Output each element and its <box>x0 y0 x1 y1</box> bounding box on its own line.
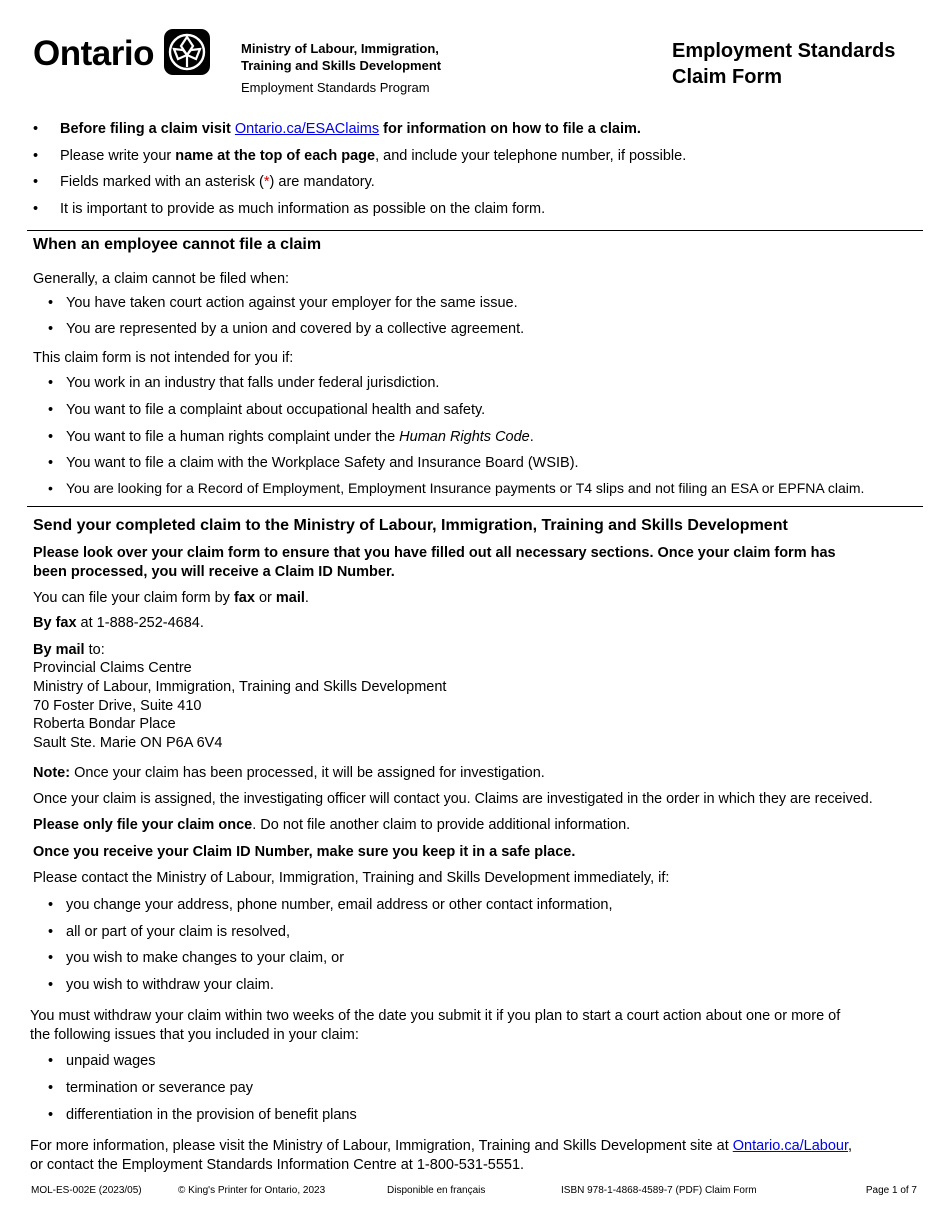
not-intended-text: You want to file a claim with the Workplace Safety and Insurance Board (WSIB). <box>66 455 579 471</box>
not-intended-text: You are looking for a Record of Employment, Employment Insurance payments or T4 slips and not filing an ESA or EPFNA claim. <box>66 480 865 496</box>
not-intended-text: . <box>529 429 534 445</box>
address-line-4: Roberta Bondar Place <box>33 716 176 732</box>
trillium-logo-icon <box>164 29 210 75</box>
generally-intro: Generally, a claim cannot be filed when: <box>33 271 290 287</box>
ontario-labour-link[interactable]: Ontario.ca/Labour <box>732 1138 849 1154</box>
bullet-dot: • <box>48 897 54 913</box>
contact-intro: Please contact the Ministry of Labour, Immigration, Training and Skills Development immediately, if: <box>33 870 670 886</box>
bullet-dot: • <box>48 950 54 966</box>
bullet-dot: • <box>48 1107 54 1123</box>
more-info-line-2: or contact the Employment Standards Information Centre at 1-800-531-5551. <box>30 1157 525 1173</box>
fax-line <box>33 615 204 631</box>
intro-b1-text-a: Before filing a claim visit <box>60 121 235 137</box>
file-once-line <box>33 817 630 833</box>
generally-item-text: You are represented by a union and covered by a collective agreement. <box>66 321 525 337</box>
form-title <box>672 38 932 90</box>
issue-item-text: unpaid wages <box>66 1053 156 1069</box>
fax-word: fax <box>233 590 255 606</box>
file-methods-or: or <box>254 590 276 606</box>
address-line-1: Provincial Claims Centre <box>33 660 192 676</box>
note-text: Once your claim has been processed, it will be assigned for investigation. <box>70 765 545 781</box>
mail-to: to: <box>84 642 105 658</box>
intro-b1-text-b: for information on how to file a claim. <box>379 121 641 137</box>
address-line-5: Sault Ste. Marie ON P6A 6V4 <box>33 735 223 751</box>
bullet-dot: • <box>48 402 54 418</box>
asterisk-marker: * <box>263 174 270 190</box>
cannot-file-heading: When an employee cannot file a claim <box>33 236 322 253</box>
form-title-line-1: Employment Standards <box>672 40 896 62</box>
contact-item-text: you change your address, phone number, email address or other contact information, <box>66 897 613 913</box>
file-once-text: . Do not file another claim to provide additional information. <box>252 817 631 833</box>
not-intended-text: You work in an industry that falls under federal jurisdiction. <box>66 375 440 391</box>
mail-word: mail <box>275 590 305 606</box>
bullet-dot: • <box>48 295 54 311</box>
section-divider <box>27 506 923 507</box>
file-once-bold: Please only file your claim once <box>33 817 253 833</box>
note-label: Note: <box>33 765 71 781</box>
note-line <box>33 765 545 781</box>
issue-item-text: termination or severance pay <box>66 1080 253 1096</box>
ministry-name <box>241 40 491 74</box>
bullet-dot: • <box>33 121 39 137</box>
mail-line <box>33 642 105 658</box>
not-intended-text: You want to file a complaint about occupational health and safety. <box>66 402 486 418</box>
french-availability: Disponible en français <box>387 1185 486 1196</box>
ontario-logo-wordmark: Ontario <box>33 34 154 73</box>
bullet-dot: • <box>48 924 54 940</box>
form-id: MOL-ES-002E (2023/05) <box>31 1185 142 1196</box>
bullet-dot: • <box>48 977 54 993</box>
bullet-dot: • <box>48 375 54 391</box>
copyright: © King's Printer for Ontario, 2023 <box>178 1185 326 1196</box>
review-notice-line-2: been processed, you will receive a Claim ID Number. <box>33 564 395 580</box>
ministry-line-1: Ministry of Labour, Immigration, <box>241 41 439 56</box>
keep-safe-line: Once you receive your Claim ID Number, make sure you keep it in a safe place. <box>33 844 576 860</box>
intro-b3-text-b: ) are mandatory. <box>269 174 375 190</box>
fax-label: By fax <box>33 615 77 631</box>
program-name: Employment Standards Program <box>241 80 430 95</box>
bullet-dot: • <box>33 174 39 190</box>
intro-b3-text-a: Fields marked with an asterisk ( <box>60 174 264 190</box>
intro-b2-text-b: , and include your telephone number, if possible. <box>375 148 687 164</box>
bullet-dot: • <box>48 1080 54 1096</box>
address-line-3: 70 Foster Drive, Suite 410 <box>33 698 202 714</box>
esa-claims-link[interactable]: Ontario.ca/ESAClaims <box>234 121 380 137</box>
isbn: ISBN 978-1-4868-4589-7 (PDF) Claim Form <box>561 1185 757 1196</box>
contact-item-text: all or part of your claim is resolved, <box>66 924 291 940</box>
bullet-dot: • <box>48 455 54 471</box>
assigned-line: Once your claim is assigned, the investigating officer will contact you. Claims are investigated in the order in which they are received. <box>33 791 873 807</box>
bullet-dot: • <box>48 480 53 496</box>
mail-label: By mail <box>33 642 85 658</box>
review-notice-line-1: Please look over your claim form to ensure that you have filled out all necessary sections. Once your claim form has <box>33 545 836 561</box>
more-info-comma: , <box>848 1138 853 1154</box>
more-info-line-1 <box>30 1138 852 1154</box>
form-title-line-2: Claim Form <box>672 66 783 88</box>
withdraw-line-1: You must withdraw your claim within two weeks of the date you submit it if you plan to start a court action about one or more of <box>30 1008 841 1024</box>
page-number: Page 1 of 7 <box>865 1185 917 1196</box>
bullet-dot: • <box>48 1053 54 1069</box>
fax-number: at 1-888-252-4684. <box>76 615 204 631</box>
withdraw-line-2: the following issues that you included in your claim: <box>30 1027 359 1043</box>
issue-item-text: differentiation in the provision of benefit plans <box>66 1107 357 1123</box>
file-methods-end: . <box>304 590 309 606</box>
bullet-dot: • <box>48 321 54 337</box>
bullet-dot: • <box>48 429 54 445</box>
file-methods-text: You can file your claim form by <box>33 590 234 606</box>
send-claim-heading: Send your completed claim to the Ministry of Labour, Immigration, Training and Skills Development <box>33 517 788 534</box>
human-rights-code-title: Human Rights Code <box>399 429 530 445</box>
address-line-2: Ministry of Labour, Immigration, Training and Skills Development <box>33 679 447 695</box>
not-intended-intro: This claim form is not intended for you if: <box>33 350 294 366</box>
contact-item-text: you wish to make changes to your claim, or <box>66 950 345 966</box>
generally-item-text: You have taken court action against your employer for the same issue. <box>66 295 518 311</box>
intro-b2-text-a: Please write your <box>60 148 176 164</box>
intro-b4-text: It is important to provide as much information as possible on the claim form. <box>60 201 546 217</box>
intro-b2-bold: name at the top of each page <box>175 148 376 164</box>
ministry-line-2: Training and Skills Development <box>241 58 442 73</box>
not-intended-text: You want to file a human rights complaint under the <box>66 429 400 445</box>
file-methods <box>33 590 309 606</box>
more-info-text: For more information, please visit the Ministry of Labour, Immigration, Training and Skills Development site at <box>30 1138 733 1154</box>
section-divider <box>27 230 923 231</box>
bullet-dot: • <box>33 148 39 164</box>
contact-item-text: you wish to withdraw your claim. <box>66 977 274 993</box>
bullet-dot: • <box>33 201 39 217</box>
